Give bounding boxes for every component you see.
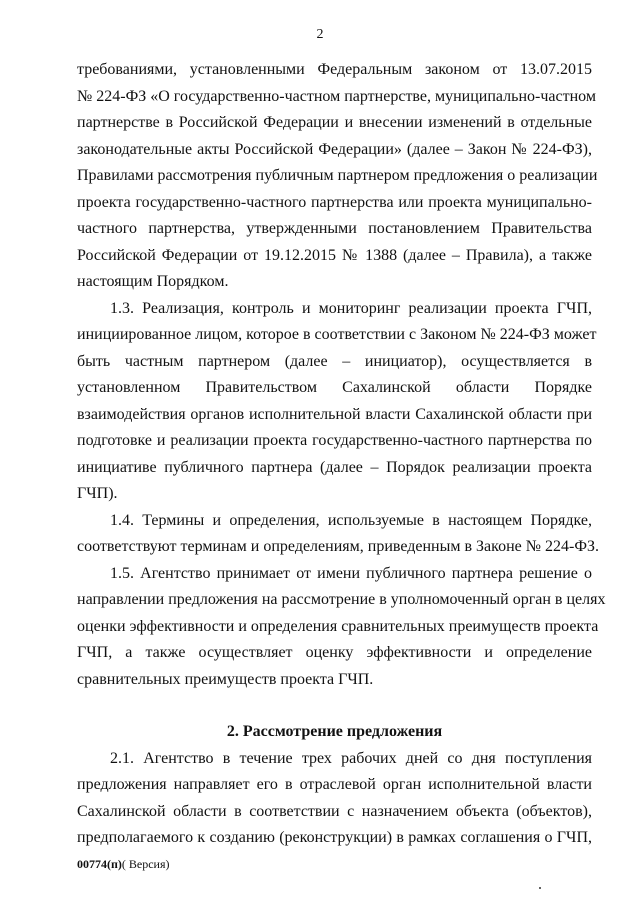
paragraph-1-4 (77, 508, 600, 561)
text-line: Российской Федерации от 19.12.2015 № 1388 (далее – Правила), а также (77, 246, 592, 264)
text-line: оценки эффективности и определения сравнительных преимуществ проекта (77, 617, 599, 635)
document-footer (77, 857, 170, 872)
text-line: проекта государственно-частного партнерства или проекта муниципально- (77, 193, 592, 211)
text-line: предложения направляет его в отраслевой орган исполнительной власти (77, 776, 592, 793)
section-spacer (77, 693, 592, 719)
text-line: предполагаемого к созданию (реконструкции) в рамках соглашения о ГЧП, (77, 829, 592, 846)
text-line: взаимодействия органов исполнительной власти Сахалинской области при (77, 405, 592, 423)
text-line: 1.4. Термины и определения, используемые в настоящем Порядке, (110, 511, 592, 529)
text-line: частного партнерства, утвержденными постановлением Правительства (77, 220, 592, 237)
text-line: 1.3. Реализация, контроль и мониторинг реализации проекта ГЧП, (110, 299, 592, 317)
document-code: 00774(п) (77, 857, 122, 871)
paragraph-1-5 (77, 561, 606, 694)
page-number: 2 (316, 27, 324, 42)
text-line: настоящим Порядком. (77, 273, 229, 290)
text-line: сравнительных преимуществ проекта ГЧП. (77, 670, 374, 688)
scan-speck (539, 887, 541, 889)
text-line: 2.1. Агентство в течение трех рабочих дней со дня поступления (110, 749, 592, 767)
text-line: подготовке и реализации проекта государственно-частного партнерства по (77, 432, 592, 449)
text-line: 1.5. Агентство принимает от имени публичного партнера решение о (110, 564, 592, 582)
text-line: Правилами рассмотрения публичным партнером предложения о реализации (77, 167, 598, 184)
paragraph-continuation (77, 57, 598, 296)
version-label: ( Версия) (121, 857, 170, 871)
text-line: законодательные акты Российской Федерации» (далее – Закон № 224-ФЗ), (77, 140, 592, 158)
text-line: партнерстве в Российской Федерации и внесении изменений в отдельные (77, 114, 592, 131)
section-heading: 2. Рассмотрение предложения (226, 723, 443, 740)
text-line: требованиями, установленными Федеральным законом от 13.07.2015 (77, 61, 592, 78)
text-line: № 224-ФЗ «О государственно-частном партнерстве, муниципально-частном (77, 87, 596, 105)
paragraph-1-3 (77, 296, 597, 508)
text-line: соответствуют терминам и определениям, приведенным в Законе № 224-ФЗ. (77, 538, 600, 555)
document-body (77, 57, 606, 852)
text-line: инициативе публичного партнера (далее – Порядок реализации проекта (77, 458, 592, 476)
text-line: быть частным партнером (далее – инициатор), осуществляется в (77, 352, 592, 370)
text-line: инициированное лицом, которое в соответствии с Законом № 224-ФЗ может (77, 326, 597, 343)
text-line: Сахалинской области в соответствии с назначением объекта (объектов), (77, 802, 592, 820)
text-line: направлении предложения на рассмотрение в уполномоченный орган в целях (77, 591, 606, 608)
text-line: установленном Правительством Сахалинской области Порядке (77, 379, 592, 396)
paragraph-2-1 (77, 746, 592, 852)
text-line: ГЧП). (77, 485, 118, 502)
text-line: ГЧП, а также осуществляет оценку эффективности и определение (77, 644, 592, 661)
